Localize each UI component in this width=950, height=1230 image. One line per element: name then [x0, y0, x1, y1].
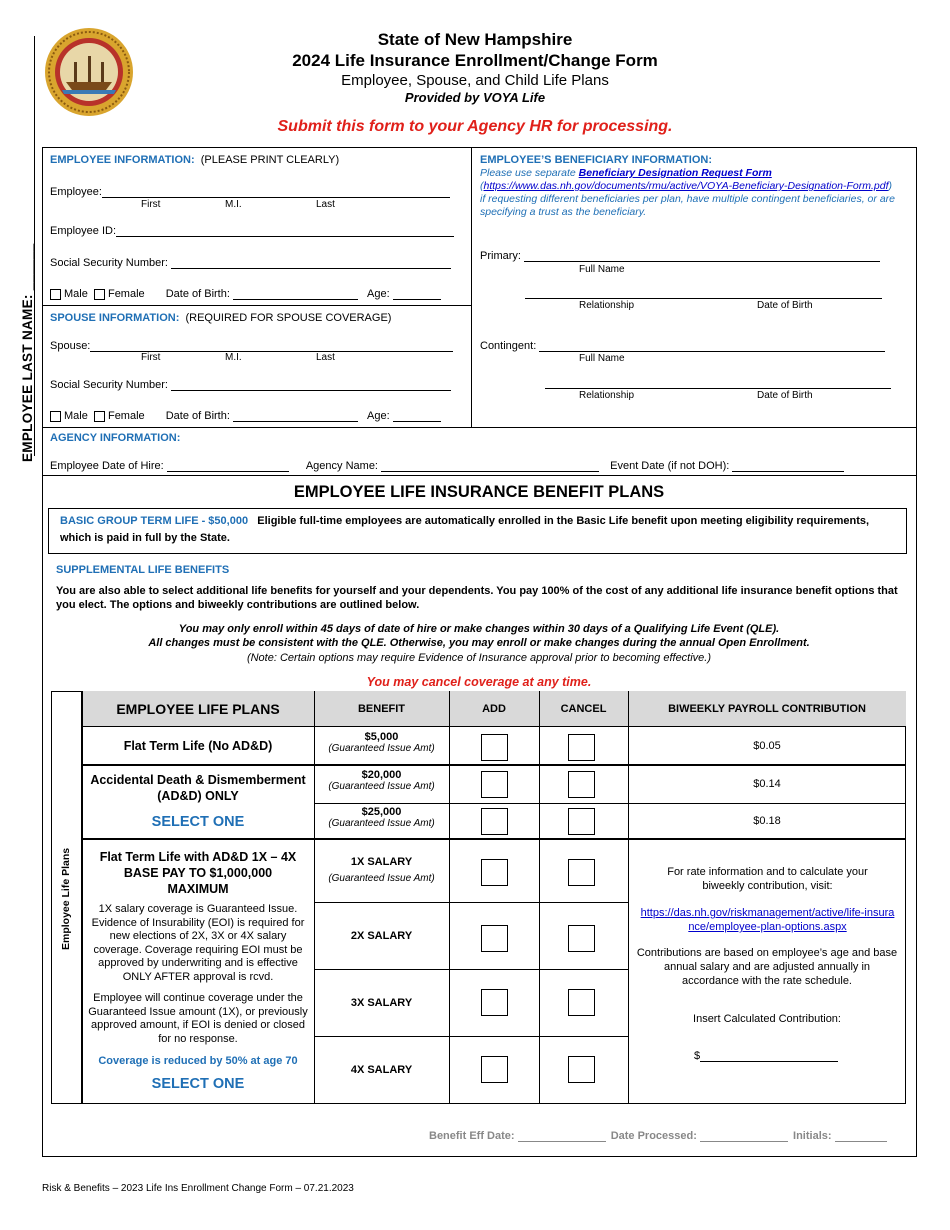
add-25000-contribution: $0.18: [753, 815, 781, 827]
spouse-age-field[interactable]: [393, 410, 441, 422]
flat-term-add-checkbox[interactable]: [481, 734, 508, 761]
rate-basis-text: Contributions are based on employee’s age and base annual salary and are adjusted annually in accordance with the rate schedule.: [636, 947, 898, 987]
add-only-plan: Accidental Death & Dismemberment (AD&D) ONLY: [90, 773, 306, 803]
employee-name-row: Employee:: [50, 186, 450, 198]
notice-enroll-window: You may only enroll within 45 days of date of hire or make changes within 30 days of a Qualifying Life Event (QLE).: [178, 623, 780, 635]
initials-field[interactable]: [835, 1130, 887, 1142]
insert-contribution-label: Insert Calculated Contribution:: [693, 1013, 841, 1025]
salary-1x: 1X SALARY (Guaranteed Issue Amt): [328, 856, 435, 884]
salary-4x-add-checkbox[interactable]: [481, 1056, 508, 1083]
contingent-relationship-caption: Relationship: [579, 390, 635, 401]
employee-female-checkbox[interactable]: [94, 289, 105, 300]
employee-age-field[interactable]: [393, 288, 441, 300]
add-20000-add-checkbox[interactable]: [481, 771, 508, 798]
spouse-gender-dob-row: Male Female Date of Birth: Age:: [50, 410, 441, 422]
ftl-add-plan-title: Flat Term Life with AD&D 1X – 4X BASE PAY TO $1,000,000 MAXIMUM: [99, 850, 297, 896]
salary-3x: 3X SALARY: [350, 997, 413, 1009]
agency-section-heading: AGENCY INFORMATION:: [50, 432, 181, 444]
salary-2x: 2X SALARY: [350, 930, 413, 942]
spouse-dob-field[interactable]: [233, 410, 358, 422]
spouse-last-caption: Last: [316, 352, 335, 363]
form-id-footer: Risk & Benefits – 2023 Life Ins Enrollment Change Form – 07.21.2023: [42, 1183, 354, 1194]
contingent-dob-caption: Date of Birth: [757, 390, 813, 401]
provider: Provided by VOYA Life: [404, 90, 546, 105]
submit-note: Submit this form to your Agency HR for processing.: [277, 118, 673, 135]
spouse-first-caption: First: [141, 352, 161, 363]
header-plans: EMPLOYEE LIFE PLANS: [116, 701, 280, 717]
ftl-eoi-paragraph: 1X salary coverage is Guaranteed Issue. Evidence of Insurability (EOI) is required for new elections of 2X, 3X or 4X salary coverage. Coverage requiring EOI must be approved by underwriting and is effective ONLY AFTER approval is rcvd.: [91, 903, 305, 983]
header-cancel: CANCEL: [560, 703, 607, 715]
salary-1x-cancel-checkbox[interactable]: [568, 859, 595, 886]
agency-divider: [42, 427, 916, 428]
spouse-name-row: Spouse:: [50, 340, 453, 352]
contribution-entry: $: [694, 1050, 838, 1062]
event-date-field[interactable]: [732, 460, 844, 472]
employee-first-caption: First: [141, 199, 161, 210]
primary-relationship-field[interactable]: [525, 298, 882, 299]
primary-row: Primary:: [480, 250, 880, 262]
employee-name-field[interactable]: [102, 186, 450, 198]
eff-date-field[interactable]: [518, 1130, 606, 1142]
add-benefit-20000: $20,000 (Guaranteed Issue Amt): [328, 769, 435, 792]
employee-male-checkbox[interactable]: [50, 289, 61, 300]
employee-id-field[interactable]: [116, 225, 454, 237]
employee-dob-field[interactable]: [233, 288, 358, 300]
add-select-one: SELECT ONE: [151, 814, 245, 830]
primary-dob-caption: Date of Birth: [757, 300, 813, 311]
primary-relationship-caption: Relationship: [579, 300, 635, 311]
column-divider: [471, 147, 472, 427]
header-benefit: BENEFIT: [357, 703, 406, 715]
contribution-field[interactable]: [700, 1050, 838, 1062]
flat-term-plan: Flat Term Life (No AD&D): [123, 739, 273, 753]
form-subtitle: Employee, Spouse, and Child Life Plans: [341, 72, 609, 89]
form-title: 2024 Life Insurance Enrollment/Change Form: [292, 51, 658, 70]
processing-row: Benefit Eff Date: Date Processed: Initials:: [429, 1130, 887, 1142]
contingent-name-field[interactable]: [539, 340, 885, 352]
flat-term-contribution: $0.05: [753, 740, 781, 752]
vline-cancel: [539, 691, 540, 1104]
cancel-note: You may cancel coverage at any time.: [366, 675, 592, 689]
ftl-select-one: SELECT ONE: [151, 1076, 245, 1092]
salary-3x-cancel-checkbox[interactable]: [568, 989, 595, 1016]
vline-add: [449, 691, 450, 1104]
add-benefit-25000: $25,000 (Guaranteed Issue Amt): [328, 806, 435, 829]
processed-date-field[interactable]: [700, 1130, 788, 1142]
beneficiary-form-link[interactable]: Beneficiary Designation Request Form: [578, 167, 772, 179]
plans-divider: [42, 475, 916, 476]
state-name: State of New Hampshire: [377, 30, 573, 49]
add-20000-cancel-checkbox[interactable]: [568, 771, 595, 798]
salary-1x-add-checkbox[interactable]: [481, 859, 508, 886]
contingent-relationship-field[interactable]: [545, 388, 891, 389]
notice-eoi: (Note: Certain options may require Evidence of Insurance approval prior to becoming effective.): [246, 652, 712, 664]
flat-term-cancel-checkbox[interactable]: [568, 734, 595, 761]
notice-qle: All changes must be consistent with the QLE. Otherwise, you may enroll or make changes during the annual Open Enrollment.: [148, 637, 810, 649]
ftl-continue-paragraph: Employee will continue coverage under the Guaranteed Issue amount (1X), or previously approved amount, if EOI is denied or closed for no response.: [88, 992, 308, 1045]
basic-life-text: BASIC GROUP TERM LIFE - $50,000 Eligible full-time employees are automatically enrolled in the Basic Life benefit upon meeting eligibility requirements, which is paid in full by the State.: [60, 515, 870, 544]
rate-schedule-link[interactable]: https://das.nh.gov/riskmanagement/active/life-insurance/employee-plan-options.aspx: [640, 907, 895, 933]
spouse-name-field[interactable]: [90, 340, 453, 352]
employee-mi-caption: M.I.: [225, 199, 242, 210]
contingent-fullname-caption: Full Name: [579, 353, 625, 364]
employee-last-caption: Last: [316, 199, 335, 210]
agency-name-field[interactable]: [381, 460, 599, 472]
salary-2x-cancel-checkbox[interactable]: [568, 925, 595, 952]
spouse-mi-caption: M.I.: [225, 352, 242, 363]
employee-ssn-row: Social Security Number:: [50, 257, 451, 269]
spouse-section-heading: SPOUSE INFORMATION: (REQUIRED FOR SPOUSE COVERAGE): [50, 312, 392, 324]
salary-4x-cancel-checkbox[interactable]: [568, 1056, 595, 1083]
plans-section-title: EMPLOYEE LIFE INSURANCE BENEFIT PLANS: [293, 483, 665, 501]
salary-2x-add-checkbox[interactable]: [481, 925, 508, 952]
beneficiary-section-heading: EMPLOYEE’S BENEFICIARY INFORMATION:: [480, 154, 713, 166]
contingent-row: Contingent:: [480, 340, 885, 352]
add-25000-cancel-checkbox[interactable]: [568, 808, 595, 835]
beneficiary-note: Please use separate Beneficiary Designation Request Form (https://www.das.nh.gov/documents/rmu/active/VOYA-Beneficiary-Designation-Form.pdf) if requesting different beneficiaries per plan, have multiple contingent beneficiaries, or are specifying a trust as the beneficiary.: [480, 167, 895, 218]
primary-fullname-caption: Full Name: [579, 264, 625, 275]
employee-last-name-label: EMPLOYEE LAST NAME: ______: [20, 243, 35, 462]
header-contribution: BIWEEKLY PAYROLL CONTRIBUTION: [668, 703, 866, 715]
ftl-reduced-note: Coverage is reduced by 50% at age 70: [98, 1055, 298, 1067]
employee-section-heading: EMPLOYEE INFORMATION: (PLEASE PRINT CLEARLY): [50, 154, 340, 166]
rate-info-text: For rate information and to calculate your biweekly contribution, visit:: [667, 866, 868, 892]
beneficiary-form-url[interactable]: https://www.das.nh.gov/documents/rmu/active/VOYA-Beneficiary-Designation-Form.pdf: [483, 180, 889, 192]
spouse-male-checkbox[interactable]: [50, 411, 61, 422]
header-add: ADD: [482, 703, 506, 715]
primary-name-field[interactable]: [524, 250, 880, 262]
spouse-ssn-row: Social Security Number:: [50, 379, 451, 391]
agency-row: Employee Date of Hire: Agency Name: Event Date (if not DOH):: [50, 460, 844, 472]
salary-4x: 4X SALARY: [350, 1064, 413, 1076]
employee-id-row: Employee ID:: [50, 225, 454, 237]
employee-gender-dob-row: Male Female Date of Birth: Age:: [50, 288, 441, 300]
salary-3x-add-checkbox[interactable]: [481, 989, 508, 1016]
employee-ssn-field[interactable]: [171, 257, 451, 269]
spouse-ssn-field[interactable]: [171, 379, 451, 391]
supplemental-heading: SUPPLEMENTAL LIFE BENEFITS: [56, 564, 230, 576]
hire-date-field[interactable]: [167, 460, 289, 472]
add-25000-add-checkbox[interactable]: [481, 808, 508, 835]
supplemental-text: You are also able to select additional life benefits for yourself and your dependents. You pay 100% of the cost of any additional life insurance benefit options that you elect. The options and biweekly contributions are outlined below.: [56, 585, 898, 611]
table-side-label: Employee Life Plans: [60, 847, 72, 950]
spouse-divider: [42, 305, 472, 306]
spouse-female-checkbox[interactable]: [94, 411, 105, 422]
add-20000-contribution: $0.14: [753, 778, 781, 790]
flat-term-benefit: $5,000 (Guaranteed Issue Amt): [328, 731, 435, 754]
